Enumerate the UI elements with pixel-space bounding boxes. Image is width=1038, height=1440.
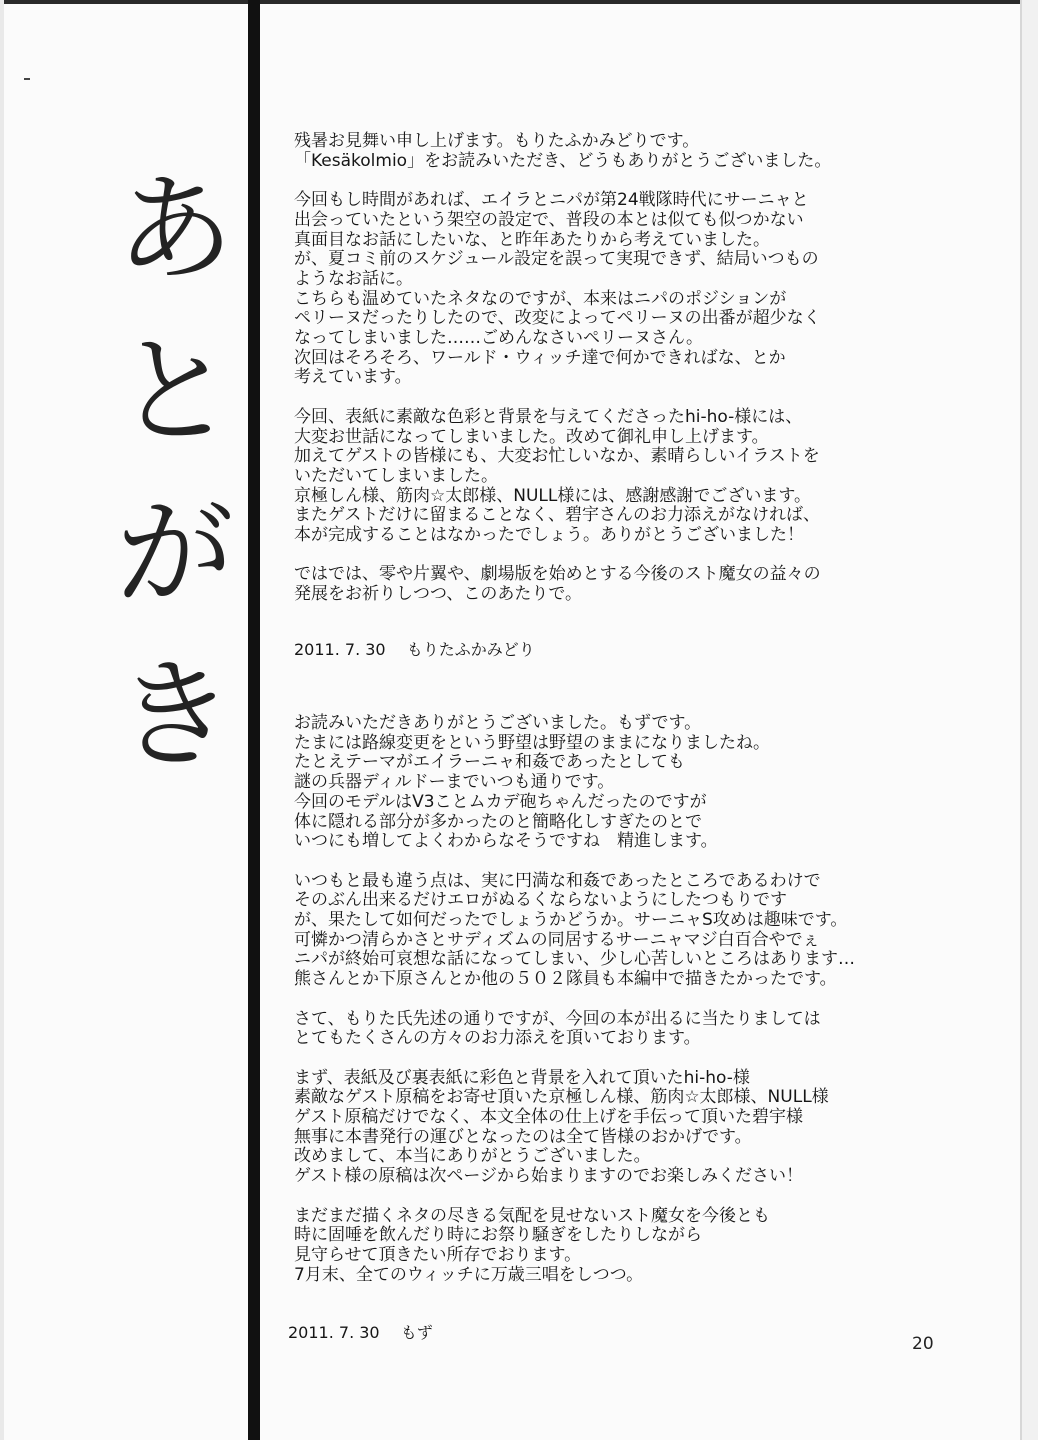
text-line: 「Kesäkolmio」をお読みいただき、どうもありがとうございました。 xyxy=(294,150,832,171)
text-line: 今回もし時間があれば、エイラとニパが第24戦隊時代にサーニャと xyxy=(294,190,809,211)
text-line: 本が完成することはなかったでしょう。ありがとうございました！ xyxy=(294,525,804,546)
text-line: たとえテーマがエイラーニャ和姦であったとしても xyxy=(294,752,685,773)
text-line: ようなお話に。 xyxy=(294,268,413,289)
text-line: 次回はそろそろ、ワールド・ウィッチ達で何かできればな、とか xyxy=(294,347,786,368)
paragraph-gap xyxy=(294,546,934,566)
page-top-edge xyxy=(0,0,1038,4)
paragraph-gap xyxy=(294,990,934,1010)
title-char: あ xyxy=(115,160,234,298)
text-line: 出会っていたという架空の設定で、普段の本とは似ても似つかない xyxy=(294,209,804,230)
afterword-title xyxy=(105,148,245,796)
text-line: 今回のモデルはV3ことムカデ砲ちゃんだったのですが xyxy=(294,791,707,812)
paragraph-gap xyxy=(294,171,934,191)
text-line: 考えています。 xyxy=(294,367,412,388)
text-line: 見守らせて頂きたい所存でおります。 xyxy=(294,1244,582,1265)
text-line: 発展をお祈りしつつ、このあたりで。 xyxy=(294,584,582,605)
afterword-section-mozu xyxy=(294,714,934,1285)
text-line: とてもたくさんの方々のお力添えを頂いております。 xyxy=(294,1028,701,1049)
text-line: ペリーヌだったりしたので、改変によってペリーヌの出番が超少なく xyxy=(294,308,821,329)
title-char: と xyxy=(115,322,234,460)
page-number: 20 xyxy=(912,1334,934,1354)
text-line: 謎の兵器ディルドーまでいつも通りです。 xyxy=(294,772,615,793)
text-line: 改めまして、本当にありがとうございました。 xyxy=(294,1146,651,1167)
text-line: まず、表紙及び裏表紙に彩色と背景を入れて頂いたhi-ho-様 xyxy=(294,1067,750,1088)
text-line: ニパが終始可哀想な話になってしまい、少し心苦しいところはあります… xyxy=(294,949,855,970)
text-line: 大変お世話になってしまいました。改めて御礼申し上げます。 xyxy=(294,426,769,447)
signature-mozu: 2011. 7. 30 もず xyxy=(288,1323,433,1342)
text-line: さて、もりた氏先述の通りですが、今回の本が出るに当たりましては xyxy=(294,1008,821,1029)
paragraph-gap xyxy=(294,1187,934,1207)
text-line: まだまだ描くネタの尽きる気配を見せないスト魔女を今後とも xyxy=(294,1205,770,1226)
text-line: いつにも増してよくわからなそうですね 精進します。 xyxy=(294,831,718,852)
text-line: 無事に本書発行の運びとなったのは全て皆様のおかげです。 xyxy=(294,1126,752,1147)
text-line: 熊さんとか下原さんとか他の５０２隊員も本編中で描きたかったです。 xyxy=(294,969,837,990)
text-line: 7月末、全てのウィッチに万歳三唱をしつつ。 xyxy=(294,1264,644,1285)
text-line: 加えてゲストの皆様にも、大変お忙しいなか、素晴らしいイラストを xyxy=(294,446,820,467)
title-char: が xyxy=(115,484,234,622)
text-line: 京極しん様、筋肉☆太郎様、NULL様には、感謝感謝でございます。 xyxy=(294,485,811,506)
title-char: き xyxy=(115,646,234,784)
text-line: なってしまいました……ごめんなさいペリーヌさん。 xyxy=(294,328,704,349)
registration-mark xyxy=(24,78,30,80)
text-line: 可憐かつ清らかさとサディズムの同居するサーニャマジ白百合やでぇ xyxy=(294,929,820,950)
vertical-divider-bar xyxy=(248,0,260,1440)
text-line: が、夏コミ前のスケジュール設定を誤って実現できず、結局いつもの xyxy=(294,249,819,270)
text-line: そのぶん出来るだけエロがぬるくならないようにしたつもりです xyxy=(294,890,787,911)
page-right-edge xyxy=(1022,0,1038,1440)
text-line: お読みいただきありがとうございました。もずです。 xyxy=(294,713,702,733)
text-line: たまには路線変更をという野望は野望のままになりましたね。 xyxy=(294,732,770,753)
text-line: 体に隠れる部分が多かったのと簡略化しすぎたのとで xyxy=(294,811,702,832)
text-line: 時に固唾を飲んだり時にお祭り騒ぎをしたりしながら xyxy=(294,1225,702,1246)
page-left-edge xyxy=(0,0,4,1440)
paragraph-gap xyxy=(294,852,934,872)
text-line: いつもと最も違う点は、実に円満な和姦であったところであるわけで xyxy=(294,870,821,891)
text-line: 真面目なお話にしたいな、と昨年あたりから考えていました。 xyxy=(294,229,770,250)
text-line: こちらも温めていたネタなのですが、本来はニパのポジションが xyxy=(294,288,787,309)
text-line: ゲスト原稿だけでなく、本文全体の仕上げを手伝って頂いた碧宇様 xyxy=(294,1107,803,1128)
paragraph-gap xyxy=(294,1049,934,1069)
text-line: 今回、表紙に素敵な色彩と背景を与えてくださったhi-ho-様には、 xyxy=(294,406,803,427)
text-line: 素敵なゲスト原稿をお寄せ頂いた京極しん様、筋肉☆太郎様、NULL様 xyxy=(294,1087,829,1108)
text-line: またゲストだけに留まることなく、碧宇さんのお力添えがなければ、 xyxy=(294,505,820,526)
text-line: が、果たして如何だったでしょうかどうか。サーニャS攻めは趣味です。 xyxy=(294,910,848,931)
text-line: ゲスト様の原稿は次ページから始まりますのでお楽しみください！ xyxy=(294,1166,803,1187)
text-line: 残暑お見舞い申し上げます。もりたふかみどりです。 xyxy=(294,131,700,151)
paragraph-gap xyxy=(294,388,934,408)
text-line: いただいてしまいました。 xyxy=(294,465,498,486)
afterword-section-morita xyxy=(294,132,934,605)
text-line: ではでは、零や片翼や、劇場版を始めとする今後のスト魔女の益々の xyxy=(294,564,821,585)
signature-morita: 2011. 7. 30 もりたふかみどり xyxy=(294,640,535,659)
